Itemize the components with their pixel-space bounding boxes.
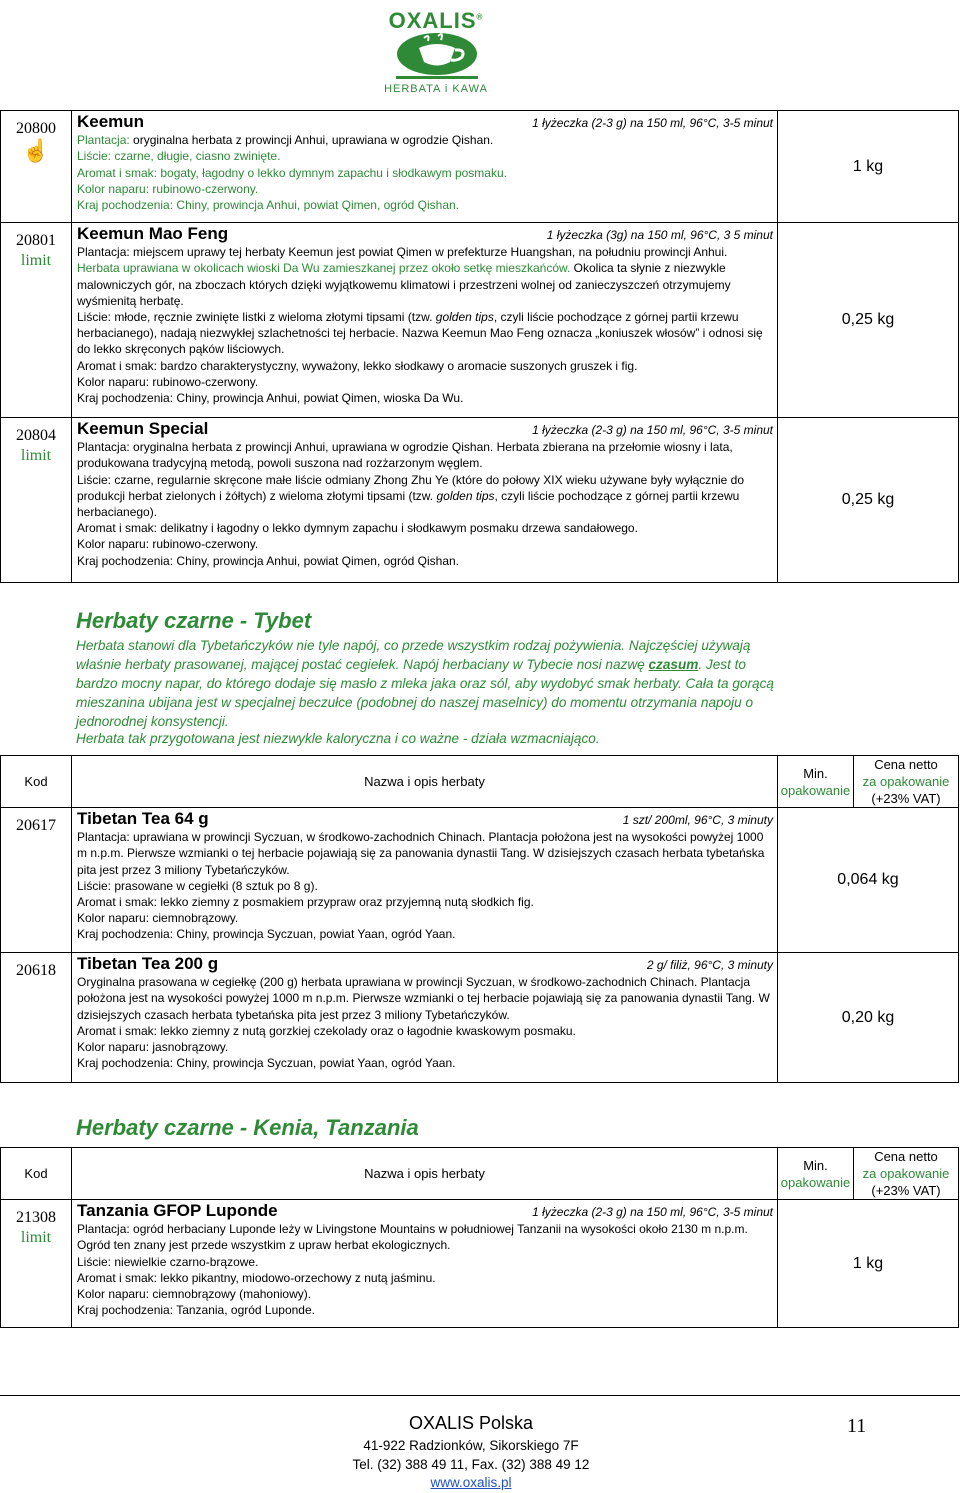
section-title-kenia: Herbaty czarne - Kenia, Tanzania	[76, 1115, 419, 1140]
footer-divider	[0, 1395, 960, 1396]
product-code: 20800	[16, 120, 56, 137]
min-package-cell	[778, 808, 959, 953]
description-line	[77, 439, 773, 471]
section-note-tybet: Herbata tak przygotowana jest niezwykle kaloryczna i co ważne - działa wzmacniająco.	[76, 731, 600, 746]
section-intro-tybet	[76, 636, 776, 731]
header-kod: Kod	[1, 756, 72, 808]
brewing-instructions: 1 szt/ 200ml, 96°C, 3 minuty	[622, 813, 773, 827]
intro-segment: Herbata stanowi dla Tybetańczyków nie tyle napój, co przede wszystkim rodzaj pożywienia. Najczęściej używają właśnie herbaty prasowanej, mającej postać cegiełek. Napój herbaciany w Tybecie nosi nazwę	[76, 638, 751, 672]
intro-segment: czasum	[648, 657, 699, 672]
description-segment: Chiny, prowincja Anhui, powiat Qimen, ogród Qishan.	[173, 553, 460, 568]
description-segment: Kolor naparu:	[77, 537, 150, 552]
min-package-cell	[778, 111, 959, 223]
description-segment: golden tips	[436, 488, 495, 503]
product-name: Tanzania GFOP Luponde	[77, 1201, 278, 1220]
description-segment: Liście:	[77, 1254, 112, 1269]
header-cena: Cena netto za opakowanie (+23% VAT)	[854, 756, 959, 808]
description-line	[77, 165, 773, 181]
product-description-cell	[72, 223, 778, 418]
description-segment: Aromat i smak:	[77, 895, 158, 910]
table-header-row	[1, 756, 959, 808]
footer-phone: Tel. (32) 388 49 11, Fax. (32) 388 49 12	[352, 1457, 590, 1472]
description-segment: Kolor naparu:	[77, 1287, 150, 1302]
description-segment: Kraj pochodzenia:	[77, 1303, 174, 1318]
description-segment: Chiny, prowincja Anhui, powiat Qimen, ogród Qishan.	[173, 198, 460, 213]
description-segment: , czyli liście pochodzące z górnej partii krzewu herbacianego).	[77, 488, 740, 520]
description-line	[77, 1254, 773, 1270]
description-line	[77, 553, 773, 569]
description-line	[77, 894, 773, 910]
product-description-cell	[72, 953, 778, 1083]
description-segment: Chiny, prowincja Anhui, powiat Qimen, wioska Da Wu.	[173, 391, 464, 406]
description-segment: Kraj pochodzenia:	[77, 927, 174, 942]
product-name: Tibetan Tea 64 g	[77, 809, 209, 828]
description-segment: Kolor naparu:	[77, 911, 150, 926]
min-package-cell	[778, 1200, 959, 1328]
description-segment: Liście:	[77, 149, 112, 164]
description-segment: ciemnobrązowy (mahoniowy).	[149, 1287, 312, 1302]
product-description-cell	[72, 418, 778, 583]
brewing-instructions: 1 łyżeczka (2-3 g) na 150 ml, 96°C, 3-5 minut	[532, 423, 773, 437]
header-min: Min. opakowanie	[778, 756, 854, 808]
description-line	[77, 472, 773, 521]
description-segment: Liście:	[77, 878, 112, 893]
header-kod: Kod	[1, 1148, 72, 1200]
product-table-keemun	[0, 110, 959, 583]
description-line	[77, 1039, 773, 1055]
description-segment: uprawiana w prowincji Syczuan, w środkowo-zachodnich Chinach. Plantacja położona jest na wysokości powyżej 1000 m n.p.m. Pierwsze wzmianki o tej herbacie pojawiają się za panowania dynastii Tang. W dzisiejszych czasach herbata tybetańska pita jest przez 3 miliony Tybetańczyków.	[77, 830, 765, 877]
brewing-instructions: 1 łyżeczka (2-3 g) na 150 ml, 96°C, 3-5 minut	[532, 1205, 773, 1219]
description-segment: Plantacja:	[77, 830, 130, 845]
product-name: Tibetan Tea 200 g	[77, 954, 219, 973]
min-package-weight: 0,20 kg	[841, 1008, 895, 1026]
description-line	[77, 520, 773, 536]
product-heading	[77, 421, 773, 438]
description-segment: czarne, regularnie skręcone małe liście odmiany Zhong Zhu Ye (które do połowy XIX wieku używane były wyłącznie do produkcji herbat zielonych i żółtych) z wieloma złotymi tipsami (tzw.	[77, 472, 745, 503]
description-segment: Plantacja:	[77, 245, 130, 260]
min-package-weight: 0,25 kg	[841, 491, 895, 508]
product-code-cell	[1, 1200, 72, 1328]
product-name: Keemun Special	[77, 419, 209, 438]
product-code-cell	[1, 808, 72, 953]
description-segment: Liście:	[77, 310, 112, 325]
description-segment: Aromat i smak:	[77, 521, 158, 536]
description-segment: Aromat i smak:	[77, 1023, 158, 1038]
description-segment: ogród herbaciany Luponde leży w Livingstone Mountains w południowej Tanzanii na wysokości około 2130 m n.p.m. Ogród ten znany jest przede wszystkim z upraw herbat ekologicznych.	[77, 1222, 748, 1253]
description-segment: Tanzania, ogród Luponde.	[173, 1303, 315, 1318]
logo-wordmark: OXALIS®	[388, 8, 484, 33]
limit-badge: limit	[20, 1229, 52, 1246]
description-line	[77, 358, 773, 374]
description-segment: lekko ziemny z posmakiem przypraw oraz przyjemną nutą słodkich fig.	[157, 895, 534, 910]
product-code-cell	[1, 111, 72, 223]
description-segment: Aromat i smak:	[77, 1270, 158, 1285]
footer-company: OXALIS Polska	[408, 1413, 534, 1433]
description-line	[77, 148, 773, 164]
description-segment: miejscem uprawy tej herbaty Keemun jest powiat Qimen w prefekturze Huangshan, na południu prowincji Anhui.	[129, 245, 728, 260]
product-table-tybet	[0, 755, 959, 1083]
product-code: 20617	[16, 817, 56, 834]
description-segment: Kolor naparu:	[77, 181, 150, 196]
table-row	[1, 111, 959, 223]
product-code: 20801	[16, 232, 56, 249]
min-package-cell	[778, 223, 959, 418]
description-segment: Plantacja:	[77, 1222, 130, 1237]
table-row	[1, 808, 959, 953]
product-heading	[77, 811, 773, 828]
description-segment: Kraj pochodzenia:	[77, 1056, 174, 1071]
description-segment: rubinowo-czerwony.	[149, 181, 259, 196]
description-segment: rubinowo-czerwony.	[149, 374, 259, 389]
intro-segment: . Jest to bardzo mocny napar, do którego dodaje się masło z mleka jaka oraz sól, aby wydobyć smak herbaty. Cała ta gorącą mieszanina ubijana jest w specjalnej beczułce (podobnej do naszej maselnicy) do momentu otrzymania napoju o jednorodnej konsystencji.	[76, 657, 774, 729]
description-segment: Kraj pochodzenia:	[77, 553, 174, 568]
description-line	[77, 260, 773, 309]
description-segment: golden tips	[435, 310, 494, 325]
description-line	[77, 1302, 773, 1318]
description-segment: oryginalna herbata z prowincji Anhui, uprawiana w ogrodzie Qishan.	[129, 133, 494, 148]
min-package-weight: 0,25 kg	[841, 311, 895, 328]
teacup-logo-icon	[386, 32, 488, 82]
description-line	[77, 197, 773, 213]
description-line	[77, 1221, 773, 1253]
description-line	[77, 244, 773, 260]
table-row	[1, 953, 959, 1083]
brewing-instructions: 1 łyżeczka (2-3 g) na 150 ml, 96°C, 3-5 minut	[532, 116, 773, 130]
product-description-cell	[72, 1200, 778, 1328]
header-cena: Cena netto za opakowanie (+23% VAT)	[854, 1148, 959, 1200]
footer-website[interactable]	[200, 1473, 742, 1493]
product-code: 21308	[16, 1209, 56, 1226]
website-link[interactable]: www.oxalis.pl	[430, 1475, 512, 1490]
description-segment: Plantacja:	[77, 133, 130, 148]
header-nazwa: Nazwa i opis herbaty	[72, 1148, 778, 1200]
description-line	[77, 878, 773, 894]
description-segment: niewielkie czarno-brązowe.	[111, 1254, 259, 1269]
description-line	[77, 926, 773, 942]
footer-address: 41-922 Radzionków, Sikorskiego 7F	[363, 1438, 579, 1453]
table-row	[1, 1200, 959, 1328]
description-line	[77, 910, 773, 926]
description-segment: , czyli liście pochodzące z górnej partii krzewu herbacianego), nadają niezwykłej szlachetności tej herbacie. Nazwa Keemun Mao Feng oznacza „koniuszek włosów” i odnosi się do lekko skręconych pąków liściowych.	[77, 310, 763, 357]
description-segment: delikatny i łagodny o lekko dymnym zapachu i słodkawym posmaku drzewa sandałowego.	[157, 521, 638, 536]
description-segment: Kraj pochodzenia:	[77, 198, 174, 213]
min-package-cell	[778, 418, 959, 583]
description-segment: Kolor naparu:	[77, 1040, 150, 1055]
product-table-kenia	[0, 1147, 959, 1328]
description-segment: Okolica ta słynie z niezwykle malowniczych gór, na zboczach których dzięki wyjątkowemu klimatowi i przestrzeni wolnej od zanieczyszczeń otrzymujemy wyśmienitą herbatę.	[77, 261, 731, 308]
description-line	[77, 1023, 773, 1039]
logo-subtitle: HERBATA i KAWA	[384, 83, 488, 95]
description-line	[77, 1286, 773, 1302]
brewing-instructions: 1 łyżeczka (3g) na 150 ml, 96°C, 3 5 minut	[546, 228, 773, 242]
description-segment: Aromat i smak:	[77, 165, 158, 180]
recommended-hand-icon: ☝	[22, 138, 50, 163]
min-package-weight: 0,064 kg	[837, 871, 899, 888]
limit-badge: limit	[20, 252, 52, 269]
description-line	[77, 309, 773, 358]
brewing-instructions: 2 g/ filiż, 96°C, 3 minuty	[646, 958, 773, 972]
product-code-cell	[1, 953, 72, 1083]
description-segment: oryginalna herbata z prowincji Anhui, uprawiana w ogrodzie Qishan. Herbata zbierana na przełomie wiosny i lata, produkowana tradycyjną metodą, powoli suszona nad rozżarzonym węglem.	[77, 440, 733, 471]
description-line	[77, 390, 773, 406]
product-description-cell	[72, 111, 778, 223]
min-package-weight: 1 kg	[852, 1254, 884, 1272]
table-row	[1, 418, 959, 583]
product-heading	[77, 1203, 773, 1220]
header-nazwa: Nazwa i opis herbaty	[72, 756, 778, 808]
product-heading	[77, 226, 773, 243]
product-code: 20804	[16, 427, 56, 444]
product-code: 20618	[16, 962, 56, 979]
description-segment: Kolor naparu:	[77, 374, 150, 389]
description-segment: Plantacja:	[77, 440, 130, 455]
description-segment: jasnobrązowy.	[149, 1040, 229, 1055]
description-line	[77, 132, 773, 148]
description-line	[77, 1270, 773, 1286]
description-line	[77, 536, 773, 552]
table-row	[1, 223, 959, 418]
description-segment: bardzo charakterystyczny, wyważony, lekko słodkawy o aromacie suszonych gruszek i fig.	[157, 358, 638, 373]
product-heading	[77, 956, 773, 973]
description-segment: Chiny, prowincja Syczuan, powiat Yaan, ogród Yaan.	[173, 927, 456, 942]
oxalis-logo	[0, 4, 960, 100]
min-package-weight: 1 kg	[852, 157, 884, 175]
description-segment: Oryginalna prasowana w cegiełkę (200 g) herbata uprawiana w prowincji Syczuan, w środkowo-zachodnich Chinach. Plantacja położona jest na wysokości powyżej 1000 m n.p.m. Pierwsze wzmianki o tej herbacie pojawiają się za panowania dynastii Tang. W dzisiejszych czasach herbata tybetańska pita jest przez 3 miliony Tybetańczyków.	[77, 975, 770, 1022]
section-title-tybet: Herbaty czarne - Tybet	[76, 608, 312, 633]
description-segment: lekko pikantny, miodowo-orzechowy z nutą jaśminu.	[157, 1270, 436, 1285]
min-package-cell	[778, 953, 959, 1083]
description-segment: prasowane w cegiełki (8 sztuk po 8 g).	[111, 878, 318, 893]
description-line	[77, 374, 773, 390]
product-name: Keemun Mao Feng	[77, 224, 229, 243]
description-segment: lekko ziemny z nutą gorzkiej czekolady oraz o łagodnie kwaskowym posmaku.	[157, 1023, 576, 1038]
product-code-cell	[1, 418, 72, 583]
description-segment: Chiny, prowincja Syczuan, powiat Yaan, ogród Yaan.	[173, 1056, 456, 1071]
description-segment: Herbata uprawiana w okolicach wioski Da Wu zamieszkanej przez około setkę mieszkańców.	[77, 261, 571, 276]
limit-badge: limit	[20, 447, 52, 464]
description-line	[77, 829, 773, 878]
description-segment: ciemnobrązowy.	[149, 911, 239, 926]
description-segment: Aromat i smak:	[77, 358, 158, 373]
description-segment: Kraj pochodzenia:	[77, 391, 174, 406]
description-segment: rubinowo-czerwony.	[149, 537, 259, 552]
table-header-row	[1, 1148, 959, 1200]
description-line	[77, 181, 773, 197]
description-segment: bogaty, łagodny o lekko dymnym zapachu i słodkawym posmaku.	[157, 165, 507, 180]
header-min: Min. opakowanie	[778, 1148, 854, 1200]
description-segment: Liście:	[77, 472, 112, 487]
product-heading	[77, 114, 773, 131]
description-segment: młode, ręcznie zwinięte listki z wieloma złotymi tipsami (tzw.	[111, 310, 436, 325]
description-line	[77, 974, 773, 1023]
description-line	[77, 1055, 773, 1071]
product-name: Keemun	[77, 112, 145, 131]
page-number: 11	[847, 1415, 867, 1437]
description-segment: czarne, długie, ciasno zwinięte.	[111, 149, 281, 164]
product-description-cell	[72, 808, 778, 953]
product-code-cell	[1, 223, 72, 418]
